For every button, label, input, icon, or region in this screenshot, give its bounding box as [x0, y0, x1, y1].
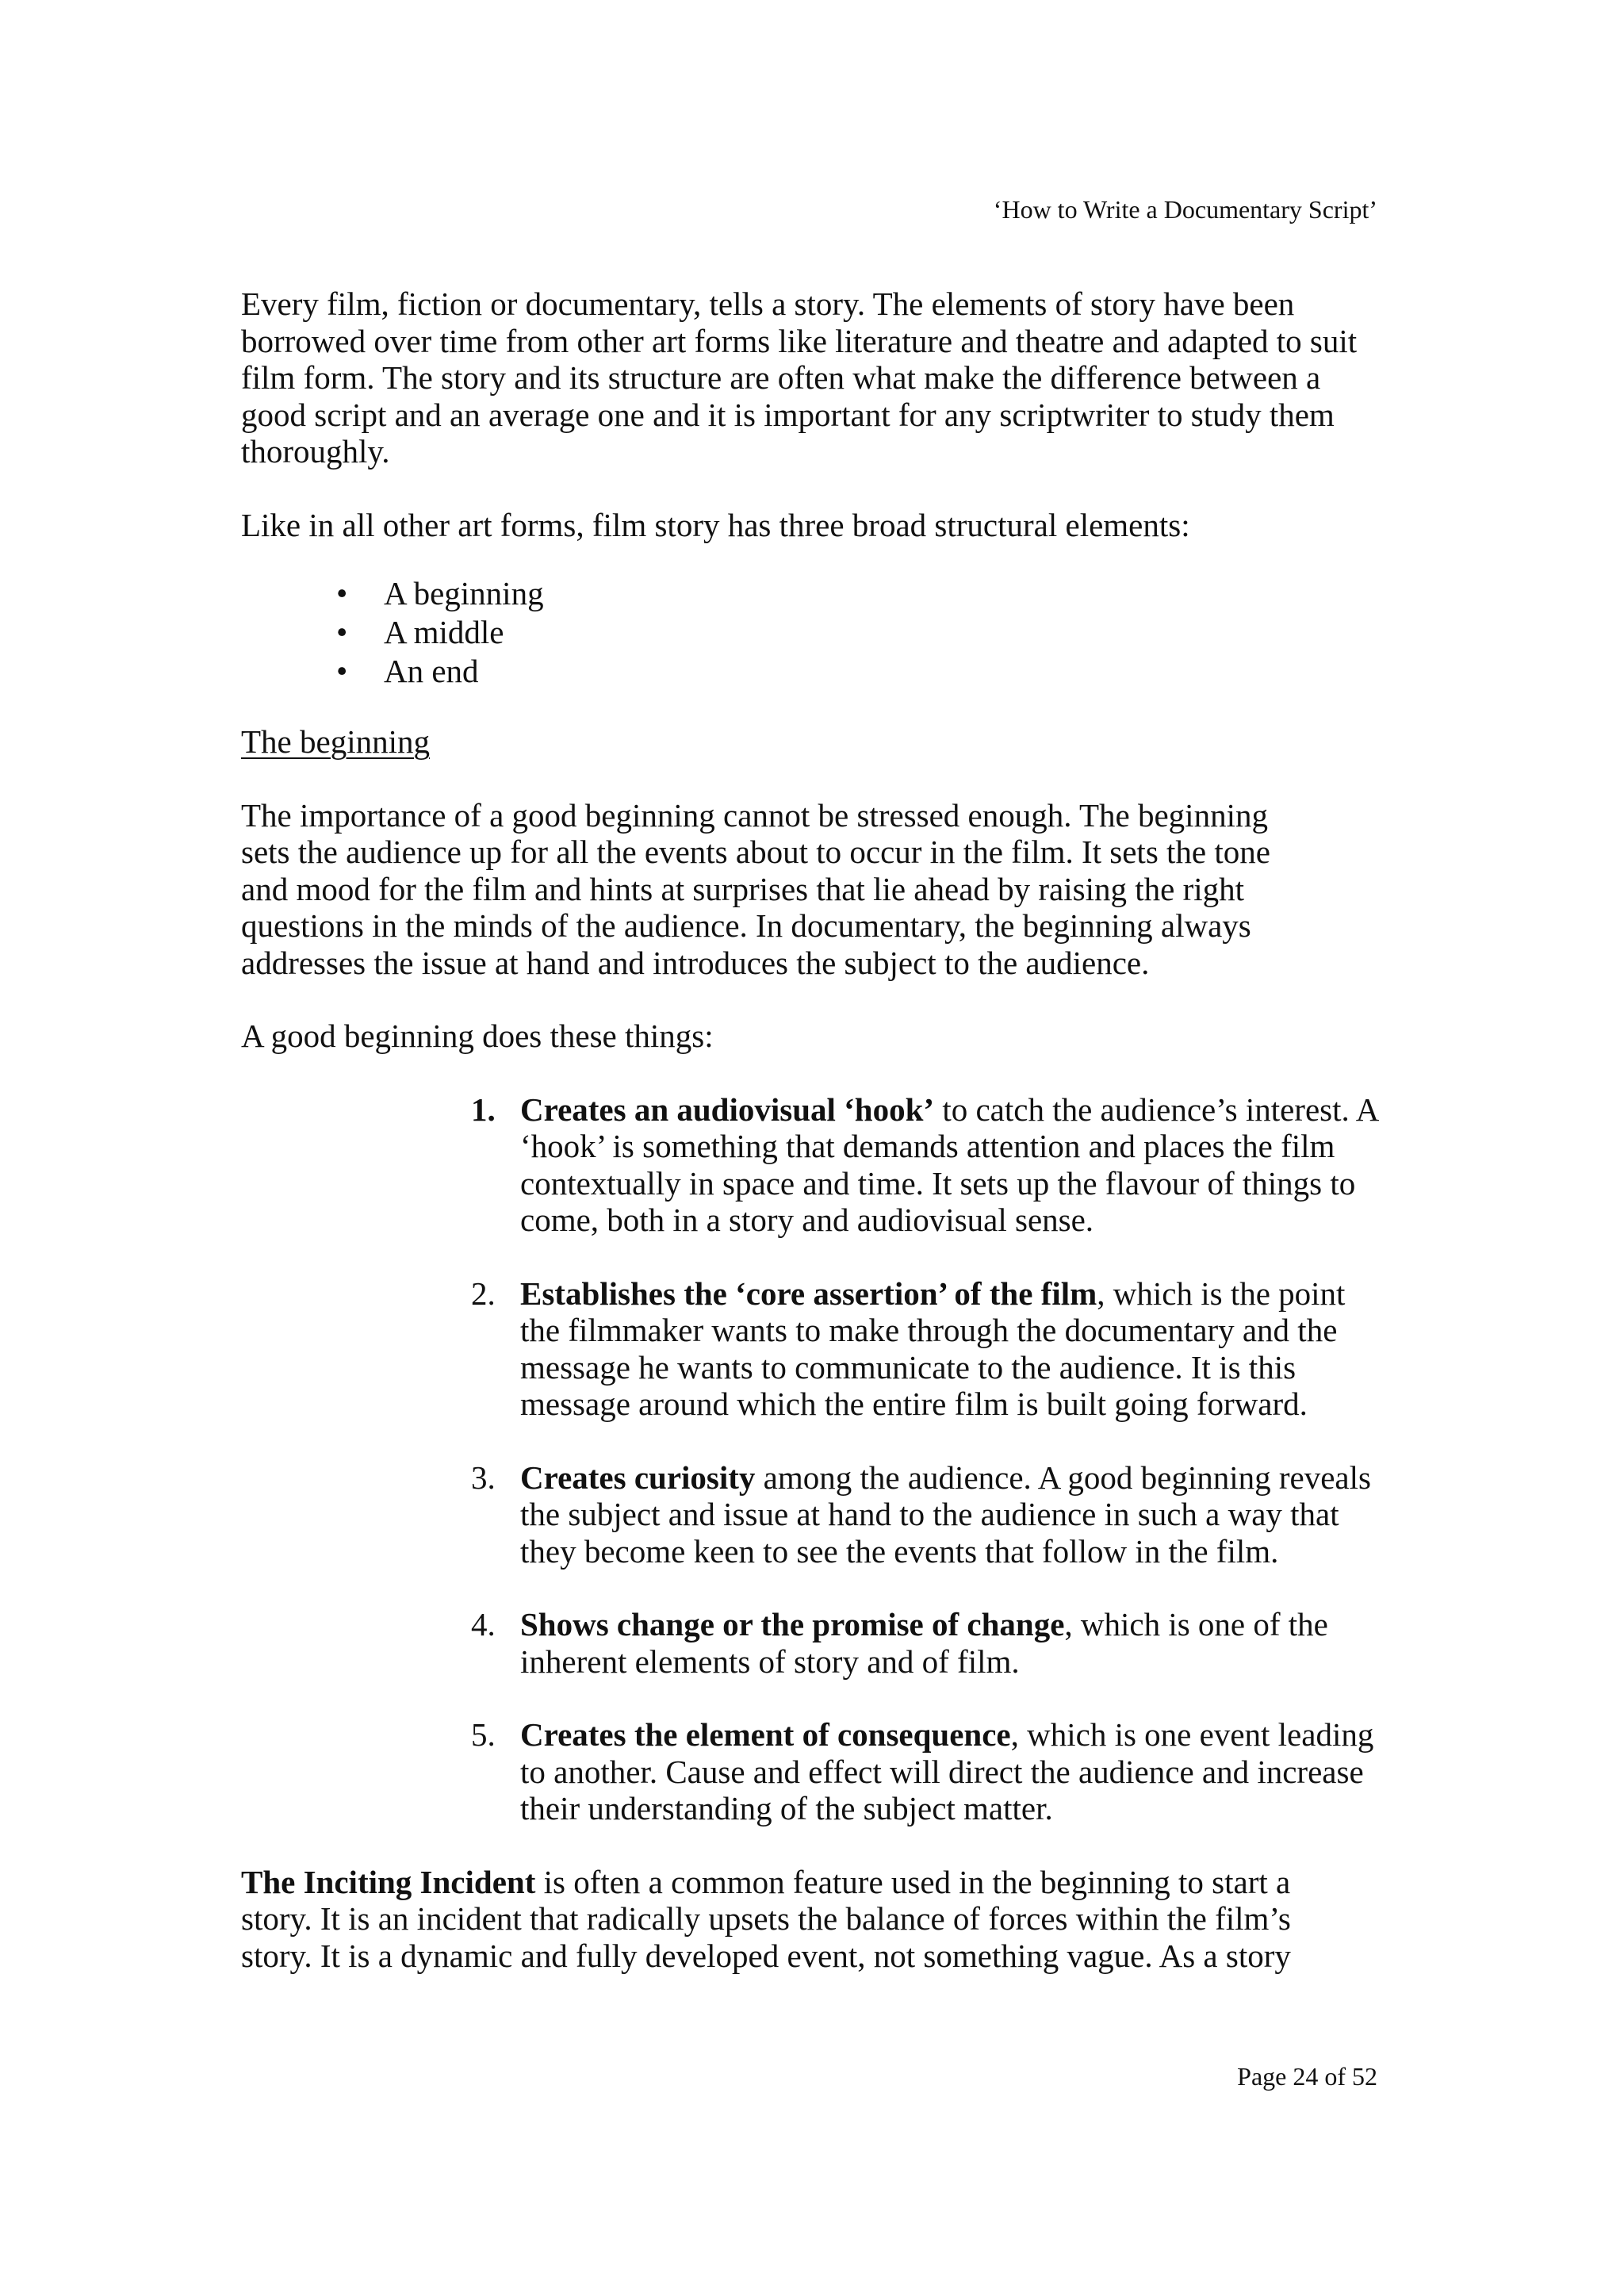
item-bold-phrase: Shows change or the promise of change [520, 1606, 1065, 1642]
item-text [520, 1091, 1391, 1239]
item-body: to catch the audience’s interest. A ‘hook’ is something that demands attention and places the film contextually in space and time. It sets up the flavour of things to come, both in a story and audiovisual sense. [520, 1091, 1378, 1238]
item-body: among the audience. A good beginning reveals the subject and issue at hand to the audience in such a way that they become keen to see the events that follow in the film. [520, 1458, 1371, 1570]
item-number: 4. [471, 1606, 496, 1642]
numbered-item [471, 1459, 1391, 1570]
page-number: Page 24 of 52 [1237, 2062, 1377, 2091]
numbered-item [471, 1091, 1391, 1239]
inciting-bold-phrase: The Inciting Incident [241, 1863, 536, 1900]
item-bold-phrase: Creates the element of consequence [520, 1716, 1011, 1753]
item-number: 3. [471, 1458, 496, 1496]
item-text [520, 1606, 1391, 1680]
bullet-icon: • [336, 653, 348, 689]
numbered-item [471, 1275, 1391, 1423]
bullet-icon: • [336, 575, 348, 611]
running-header: ‘How to Write a Documentary Script’ [993, 195, 1377, 224]
item-body: , which is the point the filmmaker wants to make through the documentary and the message he wants to communicate to the audience. It is this message around which the entire film is built going forward. [520, 1274, 1346, 1422]
inciting-body: is often a common feature used in the beginning to start a story. It is an incident that radically upsets the balance of forces within the film’s story. It is a dynamic and fully developed event, not something vague. As a story [241, 1863, 1291, 1974]
item-body: , which is one of the inherent elements of story and of film. [520, 1606, 1328, 1680]
item-text [520, 1275, 1391, 1423]
item-bold-phrase: Creates curiosity [520, 1458, 756, 1496]
list-lead-paragraph: A good beginning does these things: [241, 1018, 714, 1054]
item-number: 1. [471, 1091, 496, 1128]
bullet-text: A beginning [384, 575, 544, 611]
numbered-item [471, 1716, 1391, 1827]
bullet-item [336, 614, 1391, 653]
numbered-item [471, 1606, 1391, 1680]
bullet-text: An end [384, 653, 479, 689]
item-body: , which is one event leading to another. Cause and effect will direct the audience and increase their understanding of the subject matter. [520, 1716, 1374, 1826]
numbered-list [471, 1091, 1391, 1827]
bullet-icon: • [336, 614, 348, 650]
intro-paragraph: Every film, fiction or documentary, tells a story. The elements of story have been borrowed over time from other art forms like literature and theatre and adapted to suit film form. The story and its structure are often what make the difference between a good script and an average one and it is important for any scriptwriter to study them thoroughly. [241, 286, 1358, 470]
section-heading: The beginning [241, 723, 430, 760]
bullet-item [336, 653, 1391, 692]
item-bold-phrase: Establishes the ‘core assertion’ of the film [520, 1274, 1097, 1312]
structure-paragraph: Like in all other art forms, film story has three broad structural elements: [241, 506, 1190, 543]
beginning-paragraph: The importance of a good beginning cannot be stressed enough. The beginning sets the audience up for all the events about to occur in the film. It sets the tone and mood for the film and hints at surprises that lie ahead by raising the right questions in the minds of the audience. In documentary, the beginning always addresses the issue at hand and introduces the subject to the audience. [241, 796, 1270, 981]
item-text [520, 1716, 1391, 1827]
inciting-incident-paragraph [241, 1864, 1304, 1975]
item-text [520, 1459, 1391, 1570]
item-bold-phrase: Creates an audiovisual ‘hook’ [520, 1091, 935, 1128]
bullet-list [241, 575, 1391, 692]
document-body [241, 286, 1391, 1974]
bullet-item [336, 575, 1391, 614]
bullet-text: A middle [384, 614, 504, 650]
item-number: 2. [471, 1274, 496, 1312]
item-number: 5. [471, 1716, 496, 1753]
